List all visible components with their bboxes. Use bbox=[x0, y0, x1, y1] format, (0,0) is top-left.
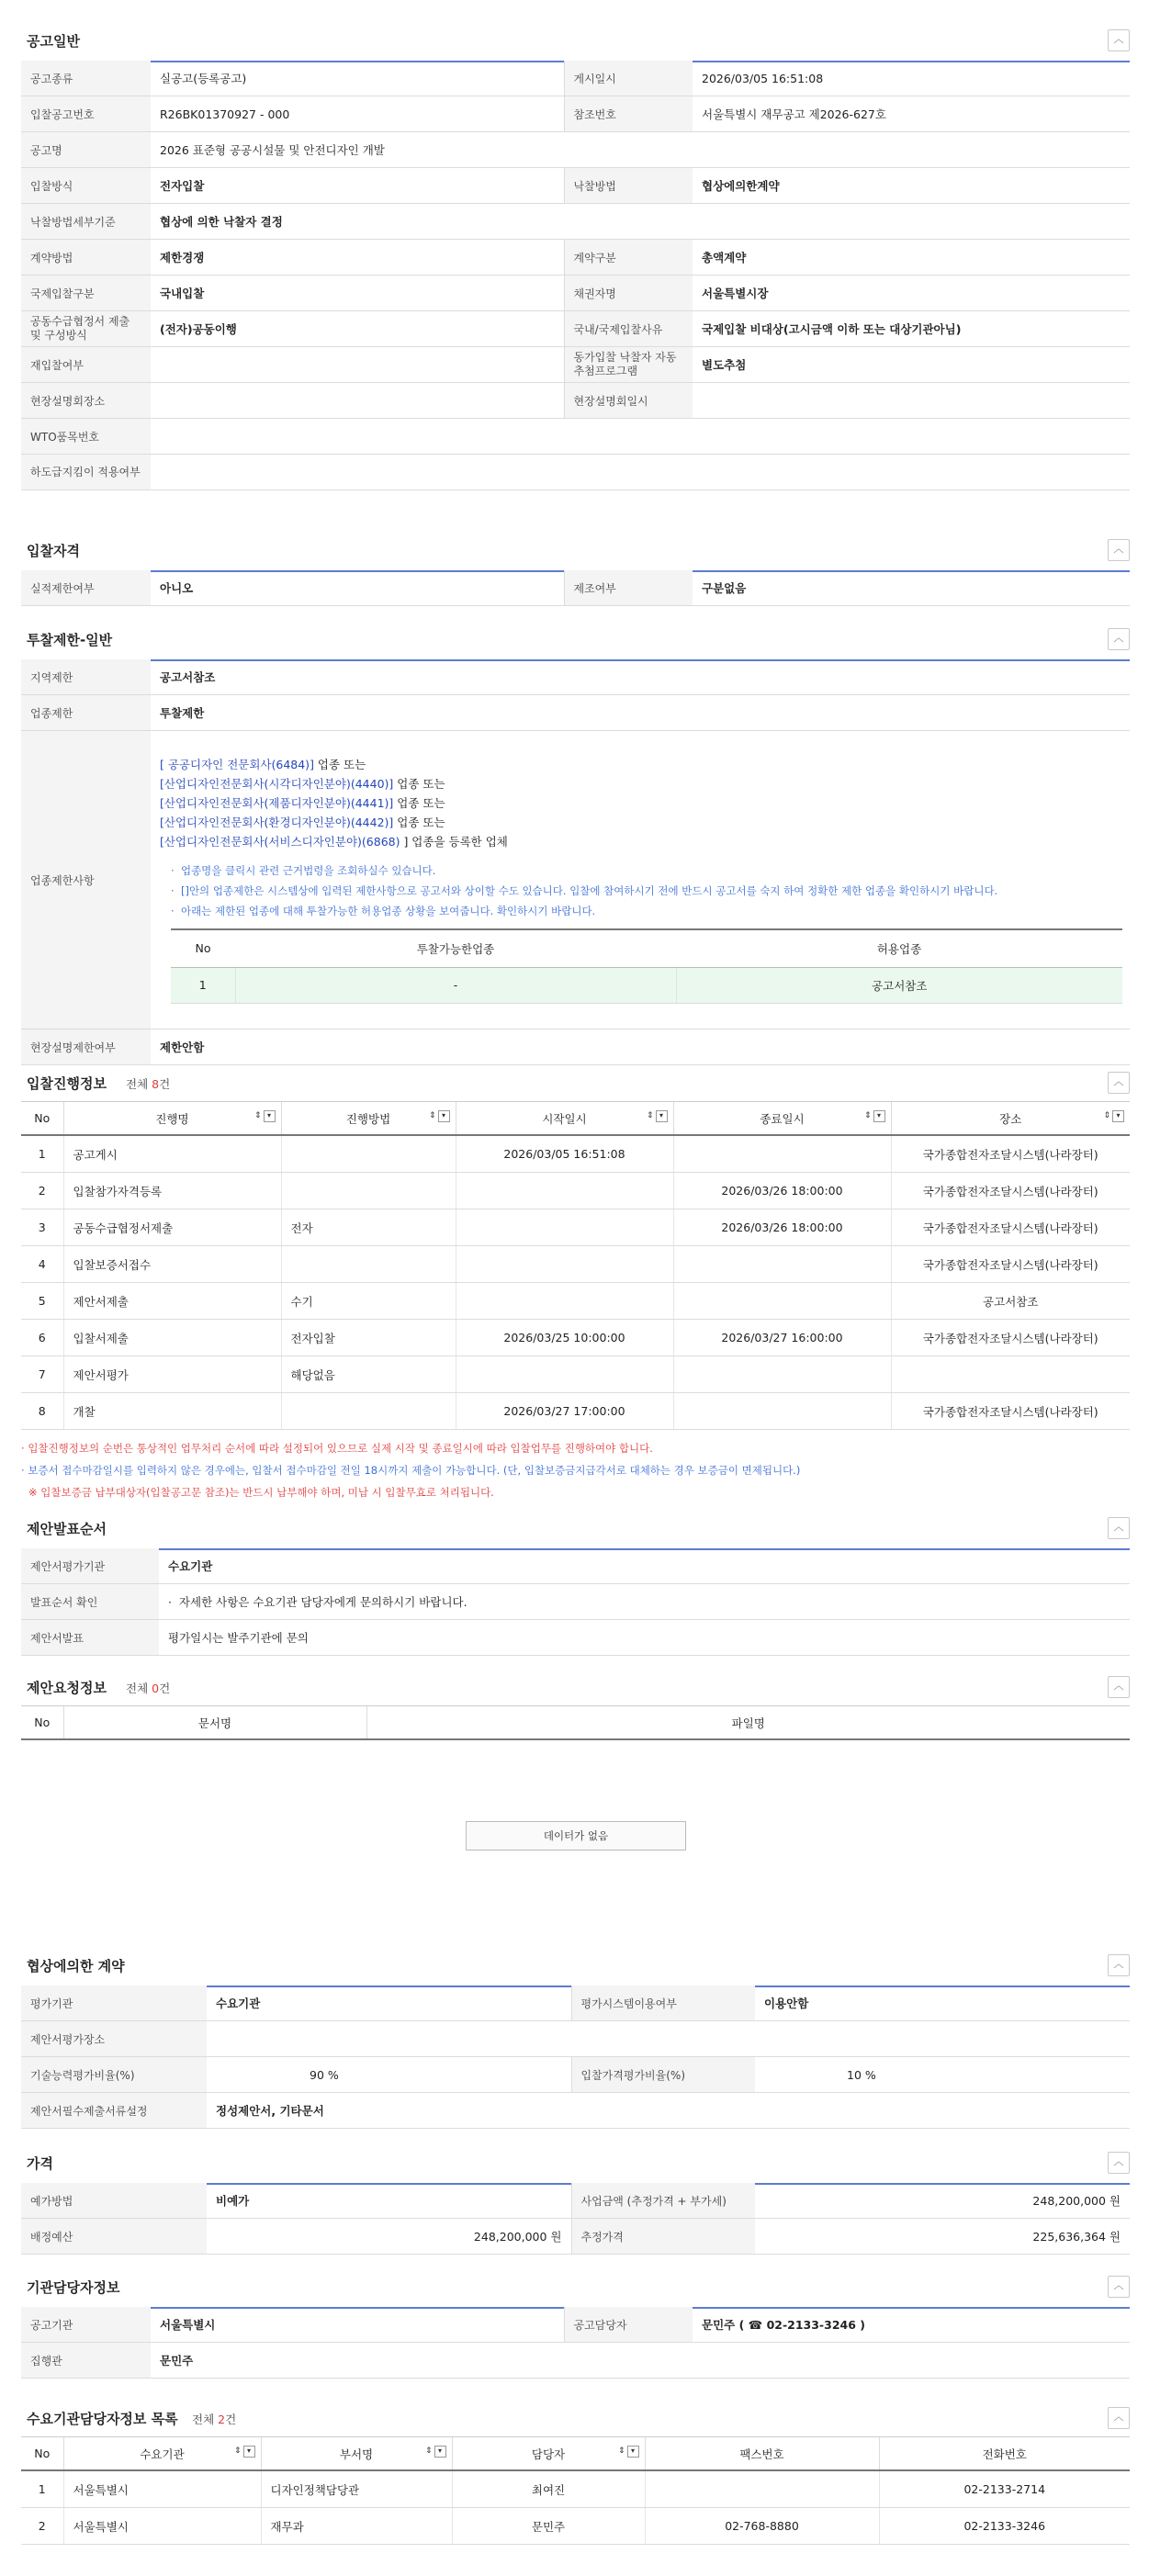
empty-state: 데이터가 없음 bbox=[466, 1821, 686, 1850]
table-cell: 공고서참조 bbox=[676, 967, 1122, 1003]
field-value bbox=[693, 383, 1130, 419]
table-row bbox=[21, 61, 1130, 96]
table-cell: 2 bbox=[21, 1173, 63, 1209]
table-cell: 02-2133-3246 bbox=[879, 2508, 1130, 2545]
field-label: 기술능력평가비율(%) bbox=[21, 2057, 207, 2093]
field-label: 참조번호 bbox=[564, 96, 693, 132]
table-cell: 국가종합전자조달시스템(나라장터) bbox=[891, 1209, 1130, 1246]
field-label: 추정가격 bbox=[571, 2219, 755, 2255]
field-label: 사업금액 (추정가격 + 부가세) bbox=[571, 2183, 755, 2219]
table-row bbox=[21, 1620, 1130, 1656]
industry-tail: ] 업종을 등록한 업체 bbox=[400, 834, 508, 849]
field-value: 국내입찰 bbox=[151, 276, 564, 311]
section-title: 가격 bbox=[27, 2155, 53, 2172]
field-label: 제안서평가기관 bbox=[21, 1548, 159, 1584]
table-cell bbox=[645, 2470, 879, 2508]
table-row bbox=[21, 455, 1130, 490]
field-label: 공고종류 bbox=[21, 61, 151, 96]
field-value bbox=[151, 455, 1130, 490]
field-label: 계약방법 bbox=[21, 240, 151, 276]
industry-link[interactable]: [산업디자인전문회사(환경디자인분야)(4442)] bbox=[160, 815, 394, 829]
industry-link[interactable]: [산업디자인전문회사(서비스디자인분야)(6868) bbox=[160, 834, 400, 849]
progress-table bbox=[21, 1101, 1130, 1430]
sort-icon[interactable]: ⇕ ▾ bbox=[618, 2446, 639, 2458]
field-label: 계약구분 bbox=[564, 240, 693, 276]
notice-text: ※ 입찰보증금 납부대상자(입찰공고문 참조)는 반드시 납부해야 하며, 미납 시 입찰무효로 처리됩니다. bbox=[28, 1486, 494, 1499]
field-label: 제안서평가장소 bbox=[21, 2021, 207, 2057]
field-label: 평가기관 bbox=[21, 1985, 207, 2021]
field-value: 아니오 bbox=[151, 570, 564, 606]
section-header-negotiation bbox=[21, 1945, 1130, 1987]
field-label: 집행관 bbox=[21, 2343, 151, 2379]
sort-icon[interactable]: ⇕ ▾ bbox=[234, 2446, 255, 2458]
field-value: 평가일시는 발주기관에 문의 bbox=[159, 1620, 1130, 1656]
progress-rows bbox=[21, 1135, 1130, 1430]
table-row bbox=[21, 132, 1130, 168]
field-value: 서울특별시 재무공고 제2026-627호 bbox=[693, 96, 1130, 132]
table-row bbox=[21, 2307, 1130, 2343]
field-label: 공동수급협정서 제출 및 구성방식 bbox=[21, 311, 151, 347]
table-row bbox=[171, 967, 1122, 1003]
field-value: 실공고(등록공고) bbox=[151, 61, 564, 96]
proposal-table bbox=[21, 1705, 1130, 1740]
field-value: 수요기관 bbox=[159, 1548, 1130, 1584]
field-value: 248,200,000 원 bbox=[207, 2219, 571, 2255]
section-header-restriction bbox=[21, 619, 1130, 661]
section-header-agency bbox=[21, 2267, 1130, 2309]
field-label: 하도급지킴이 적용여부 bbox=[21, 455, 151, 490]
table-cell: 2026/03/27 17:00:00 bbox=[456, 1393, 673, 1430]
field-label: 배정예산 bbox=[21, 2219, 207, 2255]
list-item bbox=[160, 755, 1121, 774]
field-value: · 자세한 사항은 수요기관 담당자에게 문의하시기 바랍니다. bbox=[159, 1584, 1130, 1620]
table-header bbox=[21, 1706, 1130, 1740]
field-value: 10 % bbox=[755, 2057, 1130, 2093]
industry-link[interactable]: [ 공공디자인 전문회사(6484)] bbox=[160, 757, 314, 771]
field-value bbox=[207, 2021, 1130, 2057]
field-label: 실적제한여부 bbox=[21, 570, 151, 606]
industry-tail: 업종 또는 bbox=[393, 776, 445, 791]
table-row bbox=[21, 731, 1130, 1029]
table-cell: 입찰참가자격등록 bbox=[63, 1173, 281, 1209]
table-cell bbox=[281, 1393, 456, 1430]
field-value: R26BK01370927 - 000 bbox=[151, 96, 564, 132]
table-cell bbox=[673, 1393, 891, 1430]
table-cell: 1 bbox=[21, 1135, 63, 1173]
table-cell: 해당없음 bbox=[281, 1356, 456, 1393]
notice-text: 업종명을 클릭시 관련 근거법령을 조회하실수 있습니다. bbox=[180, 863, 436, 877]
field-label: 지역제한 bbox=[21, 659, 151, 695]
field-value: 별도추첨 bbox=[693, 347, 1130, 383]
table-cell bbox=[891, 1356, 1130, 1393]
table-row bbox=[21, 1393, 1130, 1430]
table-row bbox=[21, 2021, 1130, 2057]
table-header bbox=[21, 1102, 1130, 1136]
table-row bbox=[21, 1173, 1130, 1209]
chevron-up-icon[interactable]: ︿ bbox=[1108, 2407, 1130, 2429]
sort-icon[interactable]: ⇕ ▾ bbox=[254, 1110, 276, 1122]
table-cell: 국가종합전자조달시스템(나라장터) bbox=[891, 1246, 1130, 1283]
industry-restriction-detail bbox=[151, 731, 1130, 1029]
table-cell: 수기 bbox=[281, 1283, 456, 1320]
table-cell bbox=[673, 1246, 891, 1283]
negotiation-table bbox=[21, 1985, 1130, 2129]
field-label: 입찰공고번호 bbox=[21, 96, 151, 132]
chevron-up-icon[interactable]: ︿ bbox=[1108, 1072, 1130, 1094]
field-value: 문민주 ( ☎ 02-2133-3246 ) bbox=[693, 2307, 1130, 2343]
field-value: 구분없음 bbox=[693, 570, 1130, 606]
section-title: 제안요청정보 bbox=[27, 1680, 107, 1696]
table-cell: 공고서참조 bbox=[891, 1283, 1130, 1320]
list-item bbox=[160, 832, 1121, 851]
field-label: WTO품목번호 bbox=[21, 419, 151, 455]
notice-item: · 입찰진행정보의 순번은 통상적인 업무처리 순서에 따라 설정되어 있으므로 실제 시작 및 종료일시에 따라 입찰업무를 진행하여야 합니다. bbox=[21, 1442, 653, 1455]
field-value: 비예가 bbox=[207, 2183, 571, 2219]
table-cell: 4 bbox=[21, 1246, 63, 1283]
qualification-table bbox=[21, 570, 1130, 606]
section-title: 입찰진행정보 bbox=[27, 1075, 107, 1092]
table-cell bbox=[673, 1135, 891, 1173]
chevron-up-icon[interactable]: ︿ bbox=[1108, 2152, 1130, 2174]
table-cell bbox=[281, 1135, 456, 1173]
table-row bbox=[21, 2057, 1130, 2093]
table-cell: 2026/03/27 16:00:00 bbox=[673, 1320, 891, 1356]
field-label: 입찰방식 bbox=[21, 168, 151, 204]
field-value: 225,636,364 원 bbox=[755, 2219, 1130, 2255]
field-value: 투찰제한 bbox=[151, 695, 1130, 731]
chevron-up-icon[interactable]: ︿ bbox=[1108, 1517, 1130, 1539]
contacts-table bbox=[21, 2436, 1130, 2545]
table-cell: 제안서평가 bbox=[63, 1356, 281, 1393]
field-label: 공고기관 bbox=[21, 2307, 151, 2343]
column-header: No bbox=[171, 929, 235, 968]
section-title: 투찰제한-일반 bbox=[27, 632, 113, 648]
column-header: 허용업종 bbox=[676, 929, 1122, 968]
table-row bbox=[21, 2343, 1130, 2379]
table-header bbox=[21, 2437, 1130, 2471]
table-cell: 7 bbox=[21, 1356, 63, 1393]
field-label: 현장설명회장소 bbox=[21, 383, 151, 419]
table-cell: 8 bbox=[21, 1393, 63, 1430]
sort-icon[interactable]: ⇕ ▾ bbox=[647, 1110, 668, 1122]
field-value: 전자입찰 bbox=[151, 168, 564, 204]
table-row bbox=[21, 1548, 1130, 1584]
notice-text: 아래는 제한된 업종에 대해 투찰가능한 허용업종 상황을 보여줍니다. 확인하시기 바랍니다. bbox=[180, 904, 596, 917]
general-table bbox=[21, 61, 1130, 490]
field-value: 협상에의한계약 bbox=[693, 168, 1130, 204]
field-value: 문민주 bbox=[151, 2343, 1130, 2379]
table-row bbox=[21, 1246, 1130, 1283]
table-cell: 02-768-8880 bbox=[645, 2508, 879, 2545]
field-label: 채권자명 bbox=[564, 276, 693, 311]
sort-icon[interactable]: ⇕ ▾ bbox=[425, 2446, 446, 2458]
table-row bbox=[21, 419, 1130, 455]
field-value: (전자)공동이행 bbox=[151, 311, 564, 347]
price-table bbox=[21, 2183, 1130, 2255]
table-row bbox=[21, 204, 1130, 240]
table-row bbox=[21, 383, 1130, 419]
field-label: 공고담당자 bbox=[564, 2307, 693, 2343]
table-row bbox=[21, 1320, 1130, 1356]
table-row bbox=[21, 168, 1130, 204]
field-label: 발표순서 확인 bbox=[21, 1584, 159, 1620]
notice-item: · 보증서 접수마감일시를 입력하지 않은 경우에는, 입찰서 접수마감일 전일 18시까지 제출이 가능합니다. (단, 입찰보증금지급각서로 대체하는 경우 보증금이 면제됩니다.) bbox=[21, 1464, 801, 1477]
section-header-presentation bbox=[21, 1508, 1130, 1550]
section-title: 제안발표순서 bbox=[27, 1521, 107, 1537]
field-value: 90 % bbox=[207, 2057, 571, 2093]
column-header: 문서명 bbox=[63, 1706, 366, 1740]
list-item bbox=[160, 793, 1121, 813]
field-label: 낙찰방법 bbox=[564, 168, 693, 204]
column-header: 투찰가능한업종 bbox=[235, 929, 676, 968]
table-row bbox=[21, 1135, 1130, 1173]
table-cell: 서울특별시 bbox=[63, 2470, 261, 2508]
total-count: 전체 8건 bbox=[126, 1077, 171, 1091]
field-label: 현장설명제한여부 bbox=[21, 1029, 151, 1065]
section-title: 공고일반 bbox=[27, 33, 80, 50]
chevron-up-icon[interactable]: ︿ bbox=[1108, 628, 1130, 650]
sort-icon[interactable]: ⇕ ▾ bbox=[1103, 1110, 1124, 1122]
field-label: 공고명 bbox=[21, 132, 151, 168]
table-cell: 입찰서제출 bbox=[63, 1320, 281, 1356]
table-row bbox=[21, 1209, 1130, 1246]
section-header-proposal bbox=[21, 1667, 1130, 1707]
table-cell: 2026/03/05 16:51:08 bbox=[456, 1135, 673, 1173]
table-cell: 전자입찰 bbox=[281, 1320, 456, 1356]
column-header: 파일명 bbox=[366, 1706, 1130, 1740]
table-row bbox=[21, 1584, 1130, 1620]
table-row bbox=[21, 1283, 1130, 1320]
table-row bbox=[21, 240, 1130, 276]
column-header[interactable]: 장소 ⇕ ▾ bbox=[891, 1102, 1130, 1136]
field-label: 업종제한사항 bbox=[21, 731, 151, 1029]
field-value bbox=[151, 347, 564, 383]
section-header-price bbox=[21, 2143, 1130, 2185]
field-label: 동가입찰 낙찰자 자동추첨프로그램 bbox=[564, 347, 693, 383]
notice-item: · []안의 업종제한은 시스템상에 입력된 제한사항으로 공고서와 상이할 수도 있습니다. 입찰에 참여하시기 전에 반드시 공고서를 숙지 하여 정확한 제한 업종을 확인하시기 바랍니다. bbox=[171, 883, 998, 897]
chevron-up-icon[interactable]: ︿ bbox=[1108, 29, 1130, 51]
table-cell bbox=[673, 1356, 891, 1393]
industry-tail: 업종 또는 bbox=[313, 757, 366, 771]
column-header[interactable]: 수요기관 ⇕ ▾ bbox=[63, 2437, 261, 2471]
table-cell bbox=[281, 1246, 456, 1283]
table-row bbox=[21, 2470, 1130, 2508]
table-cell: 2 bbox=[21, 2508, 63, 2545]
column-header[interactable]: 진행방법 ⇕ ▾ bbox=[281, 1102, 456, 1136]
field-value: 248,200,000 원 bbox=[755, 2183, 1130, 2219]
notice-item: · 업종명을 클릭시 관련 근거법령을 조회하실수 있습니다. bbox=[171, 863, 436, 877]
section-title: 수요기관담당자정보 목록 bbox=[27, 2411, 178, 2427]
notice-text: 입찰진행정보의 순번은 통상적인 업무처리 순서에 따라 설정되어 있으므로 실제 시작 및 종료일시에 따라 입찰업무를 진행하여야 합니다. bbox=[28, 1442, 653, 1455]
notice-list bbox=[160, 861, 1121, 921]
table-row bbox=[21, 2508, 1130, 2545]
field-label: 입찰가격평가비율(%) bbox=[571, 2057, 755, 2093]
industry-link[interactable]: [산업디자인전문회사(시각디자인분야)(4440)] bbox=[160, 776, 394, 791]
table-row bbox=[21, 276, 1130, 311]
table-row bbox=[21, 1356, 1130, 1393]
section-header-progress bbox=[21, 1063, 1130, 1103]
table-cell: - bbox=[235, 967, 676, 1003]
table-cell: 2026/03/26 18:00:00 bbox=[673, 1173, 891, 1209]
field-label: 평가시스템이용여부 bbox=[571, 1985, 755, 2021]
chevron-up-icon[interactable]: ︿ bbox=[1108, 539, 1130, 561]
table-cell: 문민주 bbox=[452, 2508, 645, 2545]
table-cell: 최여진 bbox=[452, 2470, 645, 2508]
field-value: 제한안함 bbox=[151, 1029, 1130, 1065]
progress-notes bbox=[21, 1437, 800, 1503]
table-cell bbox=[673, 1283, 891, 1320]
industry-tail: 업종 또는 bbox=[393, 795, 445, 810]
total-count: 전체 0건 bbox=[126, 1682, 171, 1695]
field-label: 제조여부 bbox=[564, 570, 693, 606]
field-label: 국내/국제입찰사유 bbox=[564, 311, 693, 347]
column-header: No bbox=[21, 1102, 63, 1136]
table-cell: 공동수급협정서제출 bbox=[63, 1209, 281, 1246]
field-value: 수요기관 bbox=[207, 1985, 571, 2021]
field-label: 업종제한 bbox=[21, 695, 151, 731]
table-row bbox=[21, 2183, 1130, 2219]
list-item bbox=[160, 813, 1121, 832]
column-header: 팩스번호 bbox=[645, 2437, 879, 2471]
table-cell: 2026/03/25 10:00:00 bbox=[456, 1320, 673, 1356]
table-cell bbox=[456, 1283, 673, 1320]
field-value: 총액계약 bbox=[693, 240, 1130, 276]
column-header[interactable]: 시작일시 ⇕ ▾ bbox=[456, 1102, 673, 1136]
table-cell: 디자인정책담당관 bbox=[261, 2470, 452, 2508]
field-label: 제안서필수제출서류설정 bbox=[21, 2093, 207, 2129]
table-cell bbox=[281, 1173, 456, 1209]
table-cell: 1 bbox=[21, 2470, 63, 2508]
column-header[interactable]: 부서명 ⇕ ▾ bbox=[261, 2437, 452, 2471]
field-value: 2026/03/05 16:51:08 bbox=[693, 61, 1130, 96]
presentation-table bbox=[21, 1548, 1130, 1656]
table-row bbox=[21, 659, 1130, 695]
table-cell bbox=[456, 1209, 673, 1246]
table-cell: 2026/03/26 18:00:00 bbox=[673, 1209, 891, 1246]
field-value: 이용안함 bbox=[755, 1985, 1130, 2021]
column-header: 전화번호 bbox=[879, 2437, 1130, 2471]
field-value: 제한경쟁 bbox=[151, 240, 564, 276]
column-header: No bbox=[21, 1706, 63, 1740]
column-header[interactable]: 진행명 ⇕ ▾ bbox=[63, 1102, 281, 1136]
agency-table bbox=[21, 2307, 1130, 2379]
column-header[interactable]: 종료일시 ⇕ ▾ bbox=[673, 1102, 891, 1136]
sort-icon[interactable]: ⇕ ▾ bbox=[864, 1110, 885, 1122]
section-header-contacts bbox=[21, 2398, 1130, 2438]
table-cell: 전자 bbox=[281, 1209, 456, 1246]
table-row bbox=[21, 570, 1130, 606]
section-title: 기관담당자정보 bbox=[27, 2279, 120, 2296]
table-cell bbox=[456, 1246, 673, 1283]
restriction-table bbox=[21, 659, 1130, 1065]
table-cell: 입찰보증서접수 bbox=[63, 1246, 281, 1283]
table-cell bbox=[456, 1173, 673, 1209]
field-value: 정성제안서, 기타문서 bbox=[207, 2093, 1130, 2129]
table-cell: 재무과 bbox=[261, 2508, 452, 2545]
table-row bbox=[21, 1029, 1130, 1065]
industry-list bbox=[160, 755, 1121, 851]
table-cell: 5 bbox=[21, 1283, 63, 1320]
field-label: 낙찰방법세부기준 bbox=[21, 204, 151, 240]
field-value: 서울특별시 bbox=[151, 2307, 564, 2343]
table-row bbox=[21, 2093, 1130, 2129]
allowed-industry-table bbox=[171, 928, 1122, 1004]
section-header-general bbox=[21, 20, 1130, 62]
table-row bbox=[21, 695, 1130, 731]
table-row bbox=[21, 311, 1130, 347]
field-value: 협상에 의한 낙찰자 결정 bbox=[151, 204, 1130, 240]
field-value: 국제입찰 비대상(고시금액 이하 또는 대상기관아님) bbox=[693, 311, 1130, 347]
industry-tail: 업종 또는 bbox=[393, 815, 445, 829]
field-label: 예가방법 bbox=[21, 2183, 207, 2219]
field-label: 현장설명회일시 bbox=[564, 383, 693, 419]
table-cell: 국가종합전자조달시스템(나라장터) bbox=[891, 1393, 1130, 1430]
field-label: 재입찰여부 bbox=[21, 347, 151, 383]
table-cell: 3 bbox=[21, 1209, 63, 1246]
field-value: 2026 표준형 공공시설물 및 안전디자인 개발 bbox=[151, 132, 1130, 168]
section-title: 협상에의한 계약 bbox=[27, 1958, 125, 1974]
list-item bbox=[160, 774, 1121, 793]
table-cell: 1 bbox=[171, 967, 235, 1003]
section-header-qualification bbox=[21, 530, 1130, 572]
field-value bbox=[151, 383, 564, 419]
table-row bbox=[21, 2219, 1130, 2255]
field-label: 국제입찰구분 bbox=[21, 276, 151, 311]
table-header bbox=[171, 929, 1122, 968]
table-cell bbox=[456, 1356, 673, 1393]
notice-item: · 아래는 제한된 업종에 대해 투찰가능한 허용업종 상황을 보여줍니다. 확인하시기 바랍니다. bbox=[171, 904, 596, 917]
section-title: 입찰자격 bbox=[27, 543, 80, 559]
table-cell: 02-2133-2714 bbox=[879, 2470, 1130, 2508]
total-count: 전체 2건 bbox=[192, 2413, 237, 2426]
contacts-rows bbox=[21, 2470, 1130, 2545]
table-cell: 국가종합전자조달시스템(나라장터) bbox=[891, 1135, 1130, 1173]
table-cell: 공고게시 bbox=[63, 1135, 281, 1173]
field-value: 공고서참조 bbox=[151, 659, 1130, 695]
table-cell: 서울특별시 bbox=[63, 2508, 261, 2545]
field-value bbox=[151, 419, 1130, 455]
sort-icon[interactable]: ⇕ ▾ bbox=[429, 1110, 450, 1122]
chevron-up-icon[interactable]: ︿ bbox=[1108, 1676, 1130, 1698]
table-cell: 국가종합전자조달시스템(나라장터) bbox=[891, 1173, 1130, 1209]
column-header[interactable]: 담당자 ⇕ ▾ bbox=[452, 2437, 645, 2471]
table-row bbox=[21, 347, 1130, 383]
table-cell: 6 bbox=[21, 1320, 63, 1356]
table-cell: 제안서제출 bbox=[63, 1283, 281, 1320]
field-label: 게시일시 bbox=[564, 61, 693, 96]
industry-link[interactable]: [산업디자인전문회사(제품디자인분야)(4441)] bbox=[160, 795, 394, 810]
table-row bbox=[21, 1985, 1130, 2021]
column-header: No bbox=[21, 2437, 63, 2471]
table-row bbox=[21, 96, 1130, 132]
field-value: 서울특별시장 bbox=[693, 276, 1130, 311]
table-cell: 국가종합전자조달시스템(나라장터) bbox=[891, 1320, 1130, 1356]
chevron-up-icon[interactable]: ︿ bbox=[1108, 1954, 1130, 1976]
notice-text: []안의 업종제한은 시스템상에 입력된 제한사항으로 공고서와 상이할 수도 있습니다. 입찰에 참여하시기 전에 반드시 공고서를 숙지 하여 정확한 제한 업종을 확인하시기 바랍니다. bbox=[180, 883, 998, 897]
chevron-up-icon[interactable]: ︿ bbox=[1108, 2276, 1130, 2298]
table-cell: 개찰 bbox=[63, 1393, 281, 1430]
field-label: 제안서발표 bbox=[21, 1620, 159, 1656]
notice-text: 보증서 접수마감일시를 입력하지 않은 경우에는, 입찰서 접수마감일 전일 18시까지 제출이 가능합니다. (단, 입찰보증금지급각서로 대체하는 경우 보증금이 면제됩니다.) bbox=[28, 1464, 801, 1477]
